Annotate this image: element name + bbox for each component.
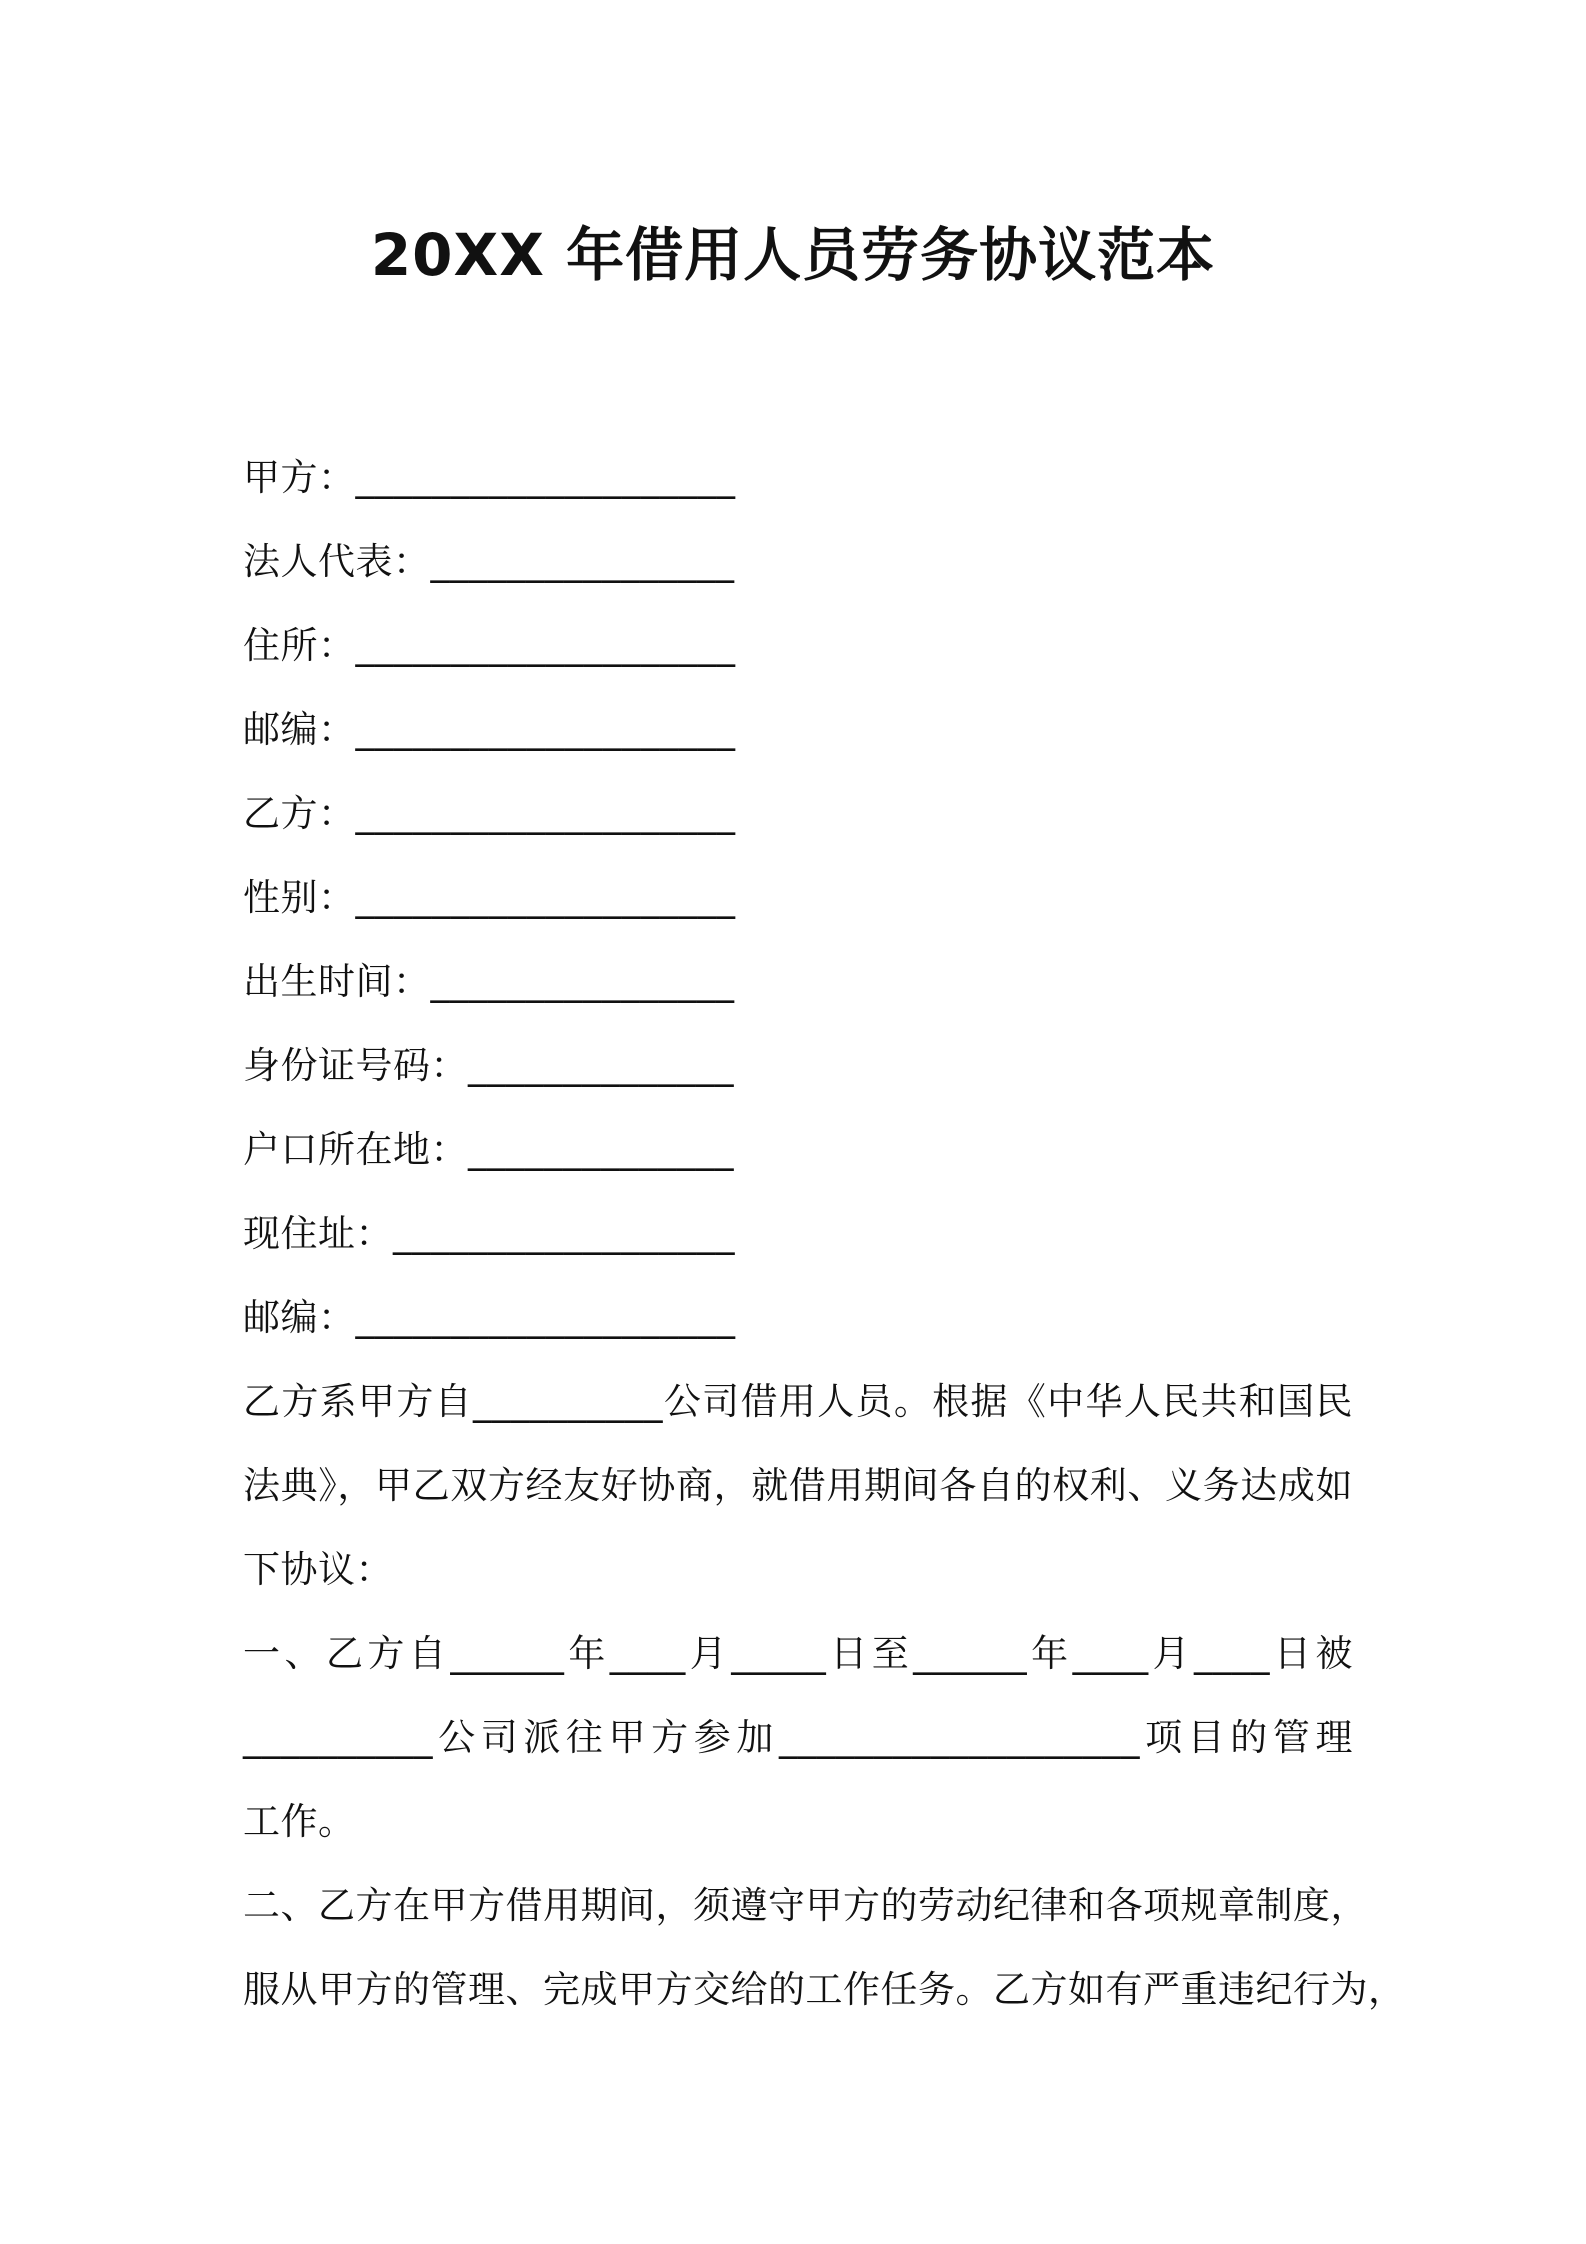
field-id-number: 身份证号码：______________ — [243, 1044, 734, 1087]
body-line: 下协议： — [243, 1548, 393, 1591]
field-birth-date: 出生时间：________________ — [243, 960, 735, 1003]
body-line: 服从甲方的管理、完成甲方交给的工作任务。乙方如有严重违纪行为， — [243, 1968, 1406, 2011]
body-line: 法典》，甲乙双方经友好协商，就借用期间各自的权利、义务达成如 — [243, 1464, 1353, 1507]
field-residence: 住所：____________________ — [243, 624, 736, 667]
field-gender: 性别：____________________ — [243, 876, 736, 919]
field-legal-representative: 法人代表：________________ — [243, 540, 735, 583]
field-household-registration: 户口所在地：______________ — [243, 1128, 734, 1171]
body-line: 二、乙方在甲方借用期间，须遵守甲方的劳动纪律和各项规章制度， — [243, 1884, 1368, 1927]
field-current-address: 现住址：__________________ — [243, 1212, 735, 1255]
body-line: 乙方系甲方自__________公司借用人员。根据《中华人民共和国民 — [243, 1380, 1353, 1423]
field-party-a: 甲方：____________________ — [243, 456, 736, 499]
body-line: __________公司派往甲方参加___________________项目的管理 — [243, 1716, 1353, 1759]
field-postcode-a: 邮编：____________________ — [243, 708, 736, 751]
document-title: 20XX 年借用人员劳务协议范本 — [370, 221, 1216, 289]
body-line: 工作。 — [243, 1800, 356, 1843]
field-postcode-b: 邮编：____________________ — [243, 1296, 736, 1339]
field-party-b: 乙方：____________________ — [243, 792, 736, 835]
body-line: 一、乙方自______年____月_____日至______年____月____日被 — [243, 1632, 1353, 1675]
